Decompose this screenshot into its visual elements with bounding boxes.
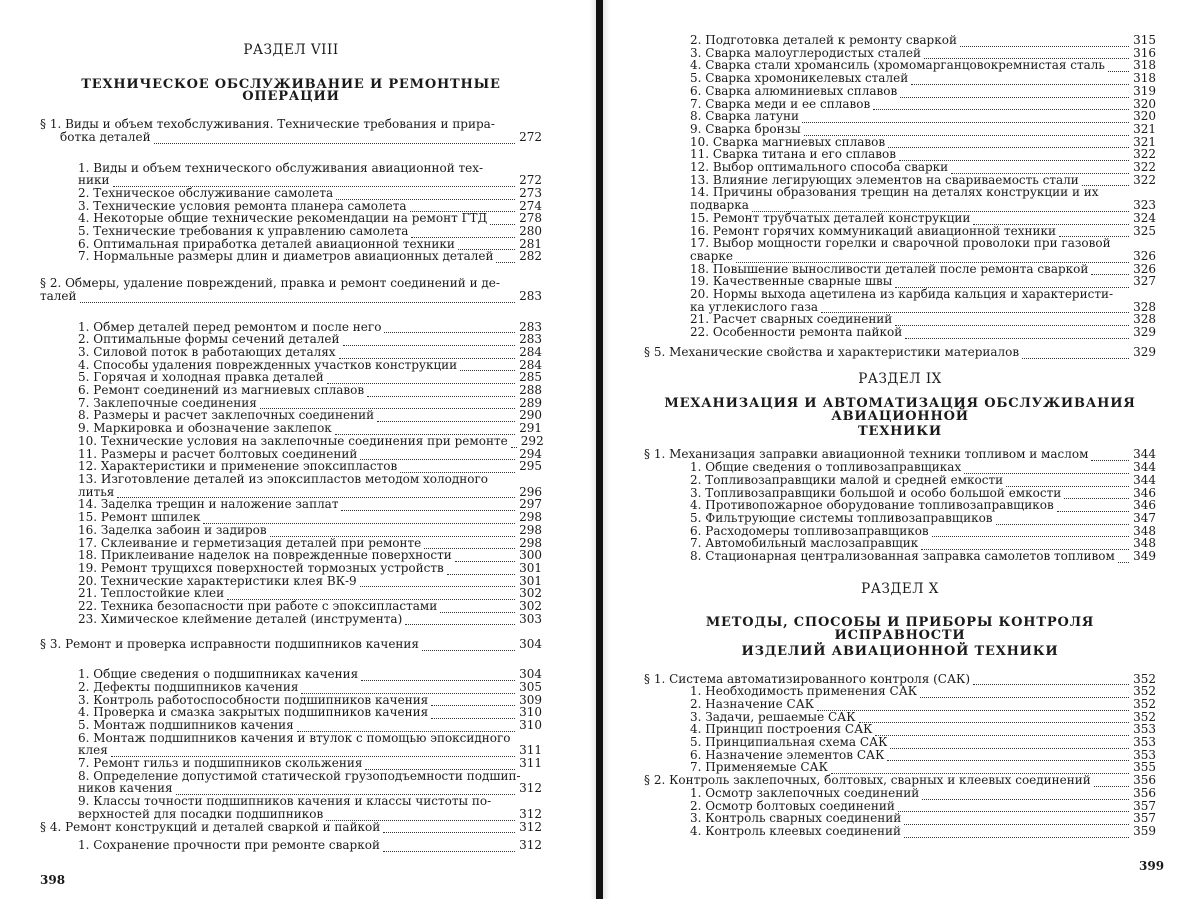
toc-subsection-list bbox=[644, 34, 1156, 339]
toc-entry-title: 12. Характеристики и применение эпоксипластов bbox=[78, 459, 398, 474]
toc-entry[interactable] bbox=[690, 512, 1156, 525]
leader-dots bbox=[875, 732, 1129, 736]
leader-dots bbox=[1108, 68, 1129, 72]
page-ref: 311 bbox=[519, 756, 542, 771]
toc-entry-title: 3. Контроль работоспособности подшипников качения bbox=[78, 692, 429, 707]
leader-dots bbox=[440, 609, 515, 613]
toc-entry-title: 3. Задачи, решаемые САК bbox=[690, 709, 856, 724]
page-ref: 291 bbox=[519, 421, 542, 436]
leader-dots bbox=[367, 393, 515, 397]
page-ref: 357 bbox=[1133, 798, 1156, 813]
leader-dots bbox=[996, 521, 1129, 525]
page-ref: 359 bbox=[1133, 823, 1156, 838]
page-ref: 302 bbox=[519, 599, 542, 614]
leader-dots bbox=[932, 533, 1129, 537]
toc-entry-title: 6. Ремонт соединений из магниевых сплавов bbox=[78, 383, 365, 398]
leader-dots bbox=[904, 821, 1129, 825]
toc-entry-title: 16. Ремонт горячих коммуникаций авиационной техники bbox=[690, 223, 1057, 238]
leader-dots bbox=[383, 848, 515, 852]
toc-entry[interactable] bbox=[690, 550, 1156, 563]
toc-entry[interactable] bbox=[78, 549, 542, 562]
page-ref: 309 bbox=[519, 692, 542, 707]
page-number-left: 398 bbox=[40, 873, 66, 887]
page-ref: 302 bbox=[519, 586, 542, 601]
toc-subsection-list bbox=[40, 162, 542, 264]
page-ref: 318 bbox=[1133, 71, 1156, 86]
page-ref: 301 bbox=[519, 573, 542, 588]
leader-dots bbox=[341, 507, 515, 511]
page-ref: 290 bbox=[519, 408, 542, 423]
page-ref: 352 bbox=[1133, 671, 1156, 686]
toc-entry-title: 18. Повышение выносливости деталей после ремонта сваркой bbox=[690, 261, 1089, 276]
leader-dots bbox=[802, 119, 1129, 123]
page-ref: 318 bbox=[1133, 58, 1156, 73]
page-ref: 352 bbox=[1133, 696, 1156, 711]
toc-entry[interactable] bbox=[78, 435, 542, 448]
toc-section-3[interactable]: § 3. Ремонт и проверка исправности подшипников качения 304 bbox=[40, 637, 542, 652]
leader-dots bbox=[1057, 508, 1129, 512]
section-title: МЕХАНИЗАЦИЯ И АВТОМАТИЗАЦИЯ ОБСЛУЖИВАНИЯ АВИАЦИОННОЙ bbox=[664, 396, 1136, 424]
toc-entry[interactable] bbox=[78, 668, 542, 681]
leader-dots bbox=[1091, 271, 1129, 275]
toc-entry-title: 10. Технические условия на заклепочные соединения при ремонте bbox=[78, 433, 508, 448]
toc-entry-title: 6. Сварка алюминиевых сплавов bbox=[690, 83, 898, 98]
toc-entry-title: 15. Ремонт трубчатых деталей конструкции bbox=[690, 210, 971, 225]
leader-dots bbox=[431, 715, 515, 719]
page-ref: 310 bbox=[519, 705, 542, 720]
toc-entry-title: 4. Сварка стали хромансиль (хромомарганцовокремнистая сталь bbox=[690, 58, 1105, 73]
toc-entry-title: 2. Назначение САК bbox=[690, 696, 815, 711]
toc-entry[interactable] bbox=[78, 600, 542, 613]
section-title-cont: ИЗДЕЛИЙ АВИАЦИОННОЙ ТЕХНИКИ bbox=[741, 643, 1059, 659]
page-ref: 278 bbox=[519, 211, 542, 226]
page-ref: 296 bbox=[519, 484, 542, 499]
page-ref: 283 bbox=[519, 319, 542, 334]
toc-entry[interactable] bbox=[690, 461, 1156, 474]
page-ref: 301 bbox=[519, 560, 542, 575]
toc-entry-title: 4. Проверка и смазка закрытых подшипников качения bbox=[78, 705, 429, 720]
page-ref: 272 bbox=[519, 173, 542, 188]
page-ref: 329 bbox=[1133, 344, 1156, 359]
toc-entry-title: 8. Определение допустимой статической грузоподъемности подшип- bbox=[78, 768, 521, 783]
toc-section-1[interactable]: § 1. Виды и объем техобслуживания. Технические требования и прира- ботка деталей 272 bbox=[40, 117, 542, 144]
toc-entry-title: 4. Способы удаления поврежденных участков конструкции bbox=[78, 357, 458, 372]
page-ref: 274 bbox=[519, 198, 542, 213]
section-title: ТЕХНИЧЕСКОЕ ОБСЛУЖИВАНИЕ И РЕМОНТНЫЕ ОПЕРАЦИИ bbox=[81, 76, 501, 105]
page-ref: 281 bbox=[519, 236, 542, 251]
toc-entry[interactable] bbox=[690, 736, 1156, 749]
page-ref: 353 bbox=[1133, 747, 1156, 762]
page-ref: 298 bbox=[519, 510, 542, 525]
toc-entry[interactable] bbox=[78, 732, 542, 757]
toc-entry-title: 1. Обмер деталей перед ремонтом и после него bbox=[78, 319, 382, 334]
page-ref: 283 bbox=[519, 288, 542, 303]
toc-entry-title-cont: клея bbox=[78, 743, 108, 758]
toc-entry-title: 8. Размеры и расчет заклепочных соединений bbox=[78, 408, 375, 423]
toc-entry-title: 3. Технические условия ремонта планера самолета bbox=[78, 198, 407, 213]
toc-entry-title: 4. Контроль клеевых соединений bbox=[690, 823, 902, 838]
page-ref: 320 bbox=[1133, 109, 1156, 124]
toc-entry-title: 1. Общие сведения о топливозаправщиках bbox=[690, 460, 962, 475]
right-page bbox=[644, 34, 1156, 838]
toc-entry[interactable] bbox=[690, 326, 1156, 339]
toc-entry[interactable] bbox=[78, 562, 542, 575]
toc-entry[interactable] bbox=[78, 681, 542, 694]
toc-entry-title: 11. Размеры и расчет болтовых соединений bbox=[78, 446, 358, 461]
page-ref: 312 bbox=[519, 781, 542, 796]
toc-entry-title: 5. Технические требования к управлению самолета bbox=[78, 224, 409, 239]
toc-entry-title: 21. Расчет сварных соединений bbox=[690, 312, 893, 327]
leader-dots bbox=[900, 94, 1129, 98]
toc-entry-title: 8. Сварка латуни bbox=[690, 109, 799, 124]
toc-entry-title: 6. Монтаж подшипников качения и втулок с помощью эпоксидного bbox=[78, 730, 511, 745]
leader-dots bbox=[384, 329, 515, 333]
page-ref: 294 bbox=[519, 446, 542, 461]
leader-dots bbox=[887, 757, 1129, 761]
toc-entry[interactable] bbox=[78, 162, 542, 187]
page-ref: 321 bbox=[1133, 134, 1156, 149]
toc-entry[interactable] bbox=[690, 288, 1156, 313]
leader-dots bbox=[898, 808, 1129, 812]
toc-section-9-1[interactable]: § 1. Механизация заправки авиационной техники топливом и маслом 344 bbox=[644, 447, 1156, 462]
toc-entry-title: 13. Влияние легирующих элементов на свариваемость стали bbox=[690, 172, 1079, 187]
toc-entry-title: 7. Ремонт гильз и подшипников скольжения bbox=[78, 756, 363, 771]
leader-dots bbox=[905, 335, 1129, 339]
toc-entry-title: 23. Химическое клеймение деталей (инструмента) bbox=[78, 611, 403, 626]
toc-entry-title-cont: ников качения bbox=[78, 781, 173, 796]
toc-section-5[interactable]: § 5. Механические свойства и характеристики материалов 329 bbox=[644, 344, 1156, 359]
toc-entry[interactable] bbox=[690, 698, 1156, 711]
toc-entry-title: 5. Фильтрующие системы топливозаправщиков bbox=[690, 510, 993, 525]
toc-entry-title: 11. Сварка титана и его сплавов bbox=[690, 147, 897, 162]
toc-entry-title: 17. Выбор мощности горелки и сварочной проволоки при газовой bbox=[690, 236, 1111, 251]
toc-entry[interactable] bbox=[690, 123, 1156, 136]
page-ref: 347 bbox=[1133, 510, 1156, 525]
page-ref: 321 bbox=[1133, 121, 1156, 136]
toc-entry-title: 1. Осмотр заклепочных соединений bbox=[690, 785, 920, 800]
toc-entry-title: 14. Причины образования трещин на деталях конструкции и их bbox=[690, 185, 1099, 200]
leader-dots bbox=[873, 106, 1129, 110]
toc-entry-title: 1. Необходимость применения САК bbox=[690, 684, 918, 699]
page-ref: 352 bbox=[1133, 709, 1156, 724]
page-ref: 273 bbox=[519, 185, 542, 200]
toc-entry[interactable] bbox=[78, 770, 542, 795]
page-ref: 326 bbox=[1133, 261, 1156, 276]
toc-entry-title: 2. Дефекты подшипников качения bbox=[78, 679, 299, 694]
page-ref: 357 bbox=[1133, 811, 1156, 826]
toc-entry-title: 20. Технические характеристики клея ВК-9 bbox=[78, 573, 357, 588]
leader-dots bbox=[460, 367, 515, 371]
page-ref: 304 bbox=[519, 637, 542, 652]
page-ref: 327 bbox=[1133, 274, 1156, 289]
page-ref: 320 bbox=[1133, 96, 1156, 111]
toc-section-4[interactable]: § 4. Ремонт конструкций и деталей сваркой и пайкой 312 bbox=[40, 819, 542, 834]
page-ref: 349 bbox=[1133, 549, 1156, 564]
page-ref: 326 bbox=[1133, 248, 1156, 263]
page-ref: 322 bbox=[1133, 147, 1156, 162]
left-page bbox=[40, 34, 542, 852]
toc-entry-title: 22. Техника безопасности при работе с эпоксипластами bbox=[78, 599, 438, 614]
toc-entry[interactable] bbox=[690, 499, 1156, 512]
toc-entry-title: 18. Приклеивание наделок на поврежденные поверхности bbox=[78, 548, 452, 563]
page-ref: 323 bbox=[1133, 198, 1156, 213]
toc-entry-title: 9. Классы точности подшипников качения и классы чистоты по- bbox=[78, 794, 492, 809]
toc-entry[interactable] bbox=[78, 511, 542, 524]
page-ref: 344 bbox=[1133, 472, 1156, 487]
section-heading: РАЗДЕЛ X bbox=[861, 580, 939, 597]
page-ref: 344 bbox=[1133, 460, 1156, 475]
toc-entry-title: 7. Применяемые САК bbox=[690, 760, 828, 775]
toc-entry-title: 2. Оптимальные формы сечений деталей bbox=[78, 332, 340, 347]
toc-entry-title: 6. Расходомеры топливозаправщиков bbox=[690, 523, 929, 538]
section-heading: РАЗДЕЛ IX bbox=[858, 370, 942, 387]
page-ref: 285 bbox=[519, 370, 542, 385]
toc-entry[interactable] bbox=[78, 839, 542, 852]
toc-entry[interactable] bbox=[78, 719, 542, 732]
page-ref: 304 bbox=[519, 667, 542, 682]
toc-entry[interactable] bbox=[690, 474, 1156, 487]
page-ref: 288 bbox=[519, 383, 542, 398]
toc-subsection-list bbox=[40, 839, 542, 852]
toc-entry-title: 13. Изготовление деталей из эпоксипластов методом холодного bbox=[78, 471, 488, 486]
page-ref: 298 bbox=[519, 522, 542, 537]
leader-dots bbox=[904, 834, 1129, 838]
page-number-right: 399 bbox=[1139, 859, 1165, 873]
toc-entry-title: 7. Автомобильный маслозаправщик bbox=[690, 536, 919, 551]
leader-dots bbox=[922, 796, 1129, 800]
toc-entry-title: 5. Принципиальная схема САК bbox=[690, 735, 888, 750]
page-ref: 353 bbox=[1133, 735, 1156, 750]
toc-subsection-list bbox=[40, 668, 542, 820]
toc-section-title: § 1. Виды и объем техобслуживания. Технические требования и прира- bbox=[40, 117, 495, 132]
toc-entry-title: 1. Общие сведения о подшипниках качения bbox=[78, 667, 359, 682]
toc-section-title: § 2. Обмеры, удаление повреждений, правка и ремонт соединений и де- bbox=[40, 276, 500, 291]
page-ref: 329 bbox=[1133, 325, 1156, 340]
toc-entry-title: 4. Противопожарное оборудование топливозаправщиков bbox=[690, 498, 1054, 513]
page-ref: 297 bbox=[519, 497, 542, 512]
page-ref: 346 bbox=[1133, 498, 1156, 513]
leader-dots bbox=[405, 621, 515, 625]
leader-dots bbox=[343, 342, 515, 346]
page-ref: 328 bbox=[1133, 299, 1156, 314]
toc-entry[interactable] bbox=[78, 346, 542, 359]
toc-entry[interactable] bbox=[78, 524, 542, 537]
toc-section-2[interactable]: § 2. Обмеры, удаление повреждений, правка и ремонт соединений и де- талей 283 bbox=[40, 276, 542, 303]
toc-entry-title: 4. Некоторые общие технические рекомендации на ремонт ГТД bbox=[78, 211, 488, 226]
leader-dots bbox=[888, 144, 1129, 148]
page-ref: 272 bbox=[519, 129, 542, 144]
toc-entry-title: 20. Нормы выхода ацетилена из карбида кальция и характеристи- bbox=[690, 287, 1114, 302]
toc-entry-title: 8. Стационарная централизованная заправка самолетов топливом bbox=[690, 549, 1115, 564]
page-ref: 310 bbox=[519, 717, 542, 732]
toc-entry-title: 7. Заклепочные соединения bbox=[78, 395, 257, 410]
page-ref: 303 bbox=[519, 611, 542, 626]
toc-entry-title: 2. Подготовка деталей к ремонту сваркой bbox=[690, 33, 957, 47]
page-ref: 328 bbox=[1133, 312, 1156, 327]
toc-subsection-list bbox=[644, 461, 1156, 563]
page-ref: 353 bbox=[1133, 722, 1156, 737]
page-ref: 298 bbox=[519, 535, 542, 550]
toc-entry-title-cont: верхностей для посадки подшипников bbox=[78, 806, 324, 821]
page-ref: 284 bbox=[519, 357, 542, 372]
page-ref: 348 bbox=[1133, 523, 1156, 538]
page-ref: 280 bbox=[519, 224, 542, 239]
toc-entry-title: 19. Ремонт трущихся поверхностей тормозных устройств bbox=[78, 560, 444, 575]
toc-entry-title-cont: ка углекислого газа bbox=[690, 299, 819, 314]
page-ref: 356 bbox=[1133, 785, 1156, 800]
leader-dots bbox=[895, 322, 1129, 326]
page-ref: 319 bbox=[1133, 83, 1156, 98]
toc-entry-title: 21. Теплостойкие клеи bbox=[78, 586, 225, 601]
toc-entry-title: 3. Контроль сварных соединений bbox=[690, 811, 902, 826]
toc-subsection-list bbox=[644, 787, 1156, 838]
toc-entry-title: 6. Назначение элементов САК bbox=[690, 747, 885, 762]
leader-dots bbox=[960, 43, 1129, 47]
toc-entry-title: 2. Осмотр болтовых соединений bbox=[690, 798, 895, 813]
leader-dots bbox=[817, 707, 1129, 711]
toc-entry-title: 10. Сварка магниевых сплавов bbox=[690, 134, 886, 149]
page-ref: 305 bbox=[519, 679, 542, 694]
toc-entry-title: 3. Сварка малоуглеродистых сталей bbox=[690, 45, 921, 60]
toc-entry-title: 14. Заделка трещин и наложение заплат bbox=[78, 497, 339, 512]
page-ref: 324 bbox=[1133, 210, 1156, 225]
section-heading: РАЗДЕЛ VIII bbox=[243, 42, 339, 58]
page-ref: 300 bbox=[519, 548, 542, 563]
toc-entry-title: 4. Принцип построения САК bbox=[690, 722, 873, 737]
leader-dots bbox=[911, 81, 1129, 85]
toc-entry[interactable] bbox=[690, 34, 1156, 47]
page-ref: 344 bbox=[1133, 447, 1156, 462]
toc-entry[interactable] bbox=[78, 225, 542, 238]
page-ref: 312 bbox=[519, 838, 542, 853]
toc-entry-title-cont: подварка bbox=[690, 198, 749, 213]
toc-entry-title: 7. Сварка меди и ее сплавов bbox=[690, 96, 871, 111]
toc-entry[interactable] bbox=[78, 757, 542, 770]
section-title: МЕТОДЫ, СПОСОБЫ И ПРИБОРЫ КОНТРОЛЯ ИСПРАВНОСТИ bbox=[705, 615, 1095, 644]
toc-entry[interactable] bbox=[690, 237, 1156, 262]
toc-entry-title: 17. Склеивание и герметизация деталей при ремонте bbox=[78, 535, 422, 550]
toc-entry[interactable] bbox=[690, 161, 1156, 174]
toc-entry-title: 5. Горячая и холодная правка деталей bbox=[78, 370, 324, 385]
page-ref: 289 bbox=[519, 395, 542, 410]
toc-entry-title: 5. Сварка хромоникелевых сталей bbox=[690, 71, 909, 86]
leader-dots bbox=[859, 719, 1129, 723]
toc-entry-title: 9. Сварка бронзы bbox=[690, 121, 801, 136]
toc-entry[interactable] bbox=[78, 613, 542, 626]
toc-entry[interactable] bbox=[78, 795, 542, 820]
toc-entry-title: 9. Маркировка и обозначение заклепок bbox=[78, 421, 332, 436]
toc-subsection-list bbox=[644, 685, 1156, 774]
toc-entry-title: 7. Нормальные размеры длин и диаметров авиационных деталей bbox=[78, 249, 494, 264]
page-ref: 325 bbox=[1133, 223, 1156, 238]
page-ref: 352 bbox=[1133, 684, 1156, 699]
toc-entry[interactable] bbox=[690, 825, 1156, 838]
page-ref: 348 bbox=[1133, 536, 1156, 551]
page-ref: 312 bbox=[519, 806, 542, 821]
page-ref: 292 bbox=[520, 433, 544, 448]
page-ref: 282 bbox=[519, 249, 542, 264]
toc-entry-title: 2. Техническое обслуживание самолета bbox=[78, 185, 334, 200]
page-ref: 316 bbox=[1133, 45, 1156, 60]
toc-entry[interactable] bbox=[690, 787, 1156, 800]
toc-entry-title: 3. Силовой поток в работающих деталях bbox=[78, 344, 336, 359]
toc-entry-title-cont: ники bbox=[78, 173, 110, 188]
toc-entry-title: 6. Оптимальная приработка деталей авиационной техники bbox=[78, 236, 455, 251]
leader-dots bbox=[890, 745, 1129, 749]
leader-dots bbox=[360, 583, 515, 587]
toc-section-10-1[interactable]: § 1. Система автоматизированного контроля (САК) 352 bbox=[644, 671, 1156, 686]
leader-dots bbox=[455, 558, 515, 562]
toc-entry-title: 22. Особенности ремонта пайкой bbox=[690, 325, 903, 340]
toc-entry-title: 19. Качественные сварные швы bbox=[690, 274, 893, 289]
page-ref: 322 bbox=[1133, 172, 1156, 187]
toc-entry-title: 12. Выбор оптимального способа сварки bbox=[690, 160, 949, 175]
toc-entry[interactable] bbox=[78, 250, 542, 263]
toc-entry[interactable] bbox=[78, 473, 542, 498]
toc-entry[interactable] bbox=[690, 85, 1156, 98]
leader-dots bbox=[511, 444, 517, 448]
toc-entry-title: 16. Заделка забоин и задиров bbox=[78, 522, 267, 537]
leader-dots bbox=[1118, 559, 1129, 563]
page-ref: 356 bbox=[1133, 773, 1156, 788]
toc-entry[interactable] bbox=[78, 384, 542, 397]
toc-entry[interactable] bbox=[690, 186, 1156, 211]
toc-entry-title: 3. Топливозаправщики большой и особо большой емкости bbox=[690, 485, 1062, 500]
leader-dots bbox=[377, 418, 515, 422]
page-ref: 295 bbox=[519, 459, 542, 474]
toc-entry[interactable] bbox=[690, 72, 1156, 85]
page-ref: 283 bbox=[519, 332, 542, 347]
toc-entry-title: 1. Сохранение прочности при ремонте сваркой bbox=[78, 838, 380, 853]
leader-dots bbox=[920, 694, 1129, 698]
page-ref: 311 bbox=[519, 743, 542, 758]
page-ref: 312 bbox=[519, 819, 542, 834]
leader-dots bbox=[496, 259, 515, 263]
page-ref: 355 bbox=[1133, 760, 1156, 775]
leader-dots bbox=[361, 677, 515, 681]
toc-entry-title-cont: литья bbox=[78, 484, 115, 499]
page-ref: 284 bbox=[519, 344, 542, 359]
toc-entry-title: 5. Монтаж подшипников качения bbox=[78, 717, 294, 732]
toc-entry-title: 15. Ремонт шпилек bbox=[78, 510, 201, 525]
toc-section-10-2[interactable]: § 2. Контроль заклепочных, болтовых, сварных и клеевых соединений 356 bbox=[644, 773, 1156, 788]
toc-entry[interactable] bbox=[78, 187, 542, 200]
toc-entry[interactable] bbox=[78, 422, 542, 435]
toc-entry-title-cont: сварке bbox=[690, 248, 733, 263]
section-title-cont: ТЕХНИКИ bbox=[858, 423, 942, 439]
page-ref: 315 bbox=[1133, 33, 1156, 47]
page-ref: 346 bbox=[1133, 485, 1156, 500]
page-ref: 322 bbox=[1133, 160, 1156, 175]
leader-dots bbox=[490, 221, 515, 225]
toc-subsection-list bbox=[40, 321, 542, 626]
leader-dots bbox=[431, 702, 515, 706]
book-spine bbox=[596, 0, 603, 899]
toc-entry-title: 2. Топливозаправщики малой и средней емкости bbox=[690, 472, 1004, 487]
toc-entry[interactable] bbox=[690, 212, 1156, 225]
leader-dots bbox=[447, 571, 515, 575]
toc-entry-title: 1. Виды и объем технического обслуживания авиационной тех- bbox=[78, 160, 484, 175]
leader-dots bbox=[1064, 495, 1129, 499]
